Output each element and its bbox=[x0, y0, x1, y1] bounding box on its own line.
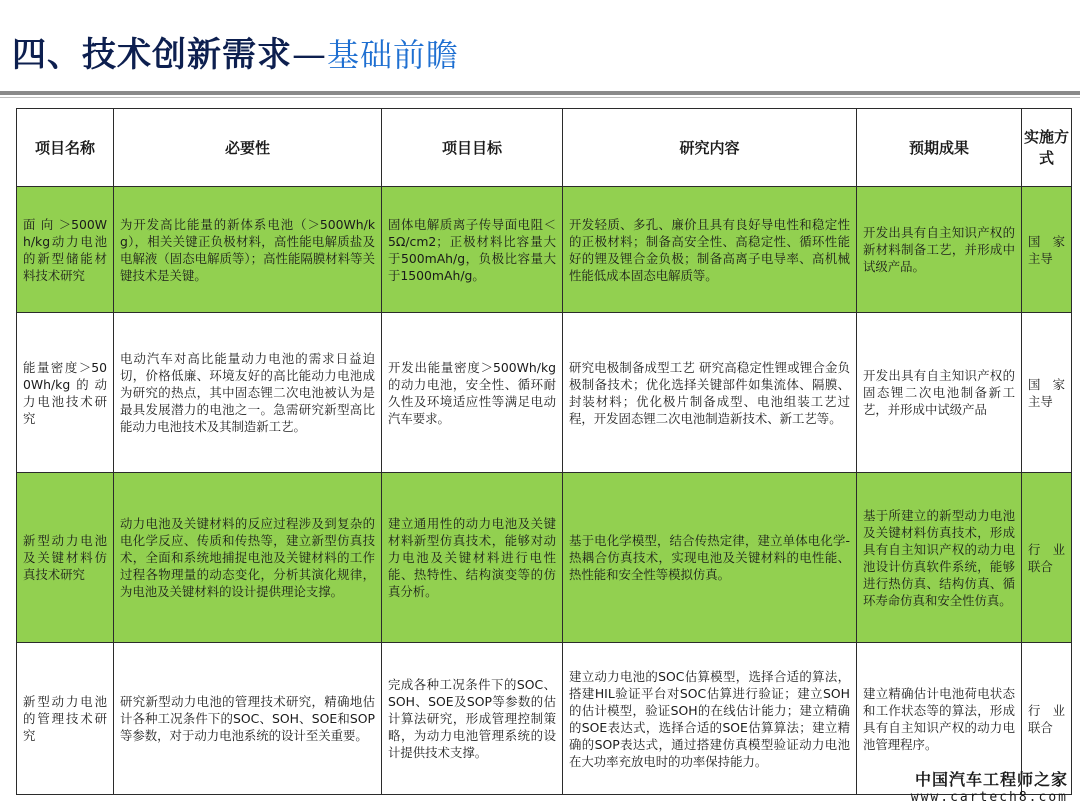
title-dash: — bbox=[292, 35, 327, 75]
cell-goal: 完成各种工况条件下的SOC、SOH、SOE及SOP等参数的估计算法研究，形成管理控制策略，为动力电池管理系统的设计提供技术支撑。 bbox=[382, 643, 563, 795]
cell-outcome: 开发出具有自主知识产权的新材料制备工艺，并形成中试级产品。 bbox=[857, 187, 1022, 313]
cell-goal: 开发出能量密度＞500Wh/kg的动力电池，安全性、循环耐久性及环境适应性等满足电动汽车要求。 bbox=[382, 313, 563, 473]
cell-outcome: 开发出具有自主知识产权的固态锂二次电池制备新工艺，并形成中试级产品 bbox=[857, 313, 1022, 473]
page-title bbox=[12, 30, 459, 80]
cell-necessity: 电动汽车对高比能量动力电池的需求日益迫切，价格低廉、环境友好的高比能动力电池成为研究的热点，其中固态锂二次电池被认为是最具发展潜力的电池之一。急需研究新型高比能动力电池技术及其制造新工艺。 bbox=[114, 313, 382, 473]
title-bar bbox=[0, 0, 1080, 92]
cell-content: 建立动力电池的SOC估算模型，选择合适的算法，搭建HIL验证平台对SOC估算进行验证；建立SOH的估计模型，验证SOH的在线估计能力；建立精确的SOE表达式，选择合适的SOE估算算法；建立精确的SOP表达式，通过搭建仿真模型验证动力电池在大功率充放电时的功率保持能力。 bbox=[563, 643, 857, 795]
cell-outcome: 基于所建立的新型动力电池及关键材料仿真技术，形成具有自主知识产权的动力电池设计仿真软件系统，能够进行热仿真、结构仿真、循环寿命仿真和安全性仿真。 bbox=[857, 473, 1022, 643]
title-subtitle: 基础前瞻 bbox=[327, 36, 460, 74]
table-row bbox=[17, 313, 1072, 473]
table-row bbox=[17, 473, 1072, 643]
cell-necessity: 动力电池及关键材料的反应过程涉及到复杂的电化学反应、传质和传热等，建立新型仿真技术，全面和系统地捕捉电池及关键材料的工作过程各物理量的动态变化，分析其演化规律，为电池及关键材料的设计提供理论支撑。 bbox=[114, 473, 382, 643]
cell-necessity: 为开发高比能量的新体系电池（＞500Wh/kg），相关关键正负极材料，高性能电解质盐及电解液（固态电解质等）；高性能隔膜材料等关键技术是关键。 bbox=[114, 187, 382, 313]
title-divider-thin bbox=[0, 97, 1080, 98]
cell-content: 基于电化学模型，结合传热定律，建立单体电化学-热耦合仿真技术，实现电池及关键材料的电性能、热性能和安全性等模拟仿真。 bbox=[563, 473, 857, 643]
title-main: 四、技术创新需求 bbox=[12, 35, 292, 75]
cell-goal: 固体电解质离子传导面电阻＜5Ω/cm2；正极材料比容量大于500mAh/g，负极比容量大于1500mAh/g。 bbox=[382, 187, 563, 313]
table-row bbox=[17, 187, 1072, 313]
cell-name: 面向＞500Wh/kg动力电池的新型储能材料技术研究 bbox=[17, 187, 114, 313]
cell-name: 能量密度＞500Wh/kg的动力电池技术研究 bbox=[17, 313, 114, 473]
col-header-outcome: 预期成果 bbox=[857, 109, 1022, 187]
cell-necessity: 研究新型动力电池的管理技术研究，精确地估计各种工况条件下的SOC、SOH、SOE和SOP等参数，对于动力电池系统的设计至关重要。 bbox=[114, 643, 382, 795]
cell-content: 开发轻质、多孔、廉价且具有良好导电性和稳定性的正极材料；制备高安全性、高稳定性、循环性能好的锂及锂合金负极；制备高离子电导率、高机械性能低成本固态电解质等。 bbox=[563, 187, 857, 313]
cell-method: 国家主导 bbox=[1022, 187, 1072, 313]
cell-outcome: 建立精确估计电池荷电状态和工作状态等的算法，形成具有自主知识产权的动力电池管理程序。 bbox=[857, 643, 1022, 795]
watermark-name: 中国汽车工程师之家 bbox=[914, 770, 1068, 789]
col-header-necessity: 必要性 bbox=[114, 109, 382, 187]
cell-goal: 建立通用性的动力电池及关键材料新型仿真技术，能够对动力电池及关键材料进行电性能、热特性、结构演变等的仿真分析。 bbox=[382, 473, 563, 643]
cell-name: 新型动力电池的管理技术研究 bbox=[17, 643, 114, 795]
col-header-name: 项目名称 bbox=[17, 109, 114, 187]
col-header-content: 研究内容 bbox=[563, 109, 857, 187]
watermark-url: www.cartech8.com bbox=[910, 790, 1068, 805]
table-header-row bbox=[17, 109, 1072, 187]
cell-method: 行业联合 bbox=[1022, 473, 1072, 643]
cell-name: 新型动力电池及关键材料仿真技术研究 bbox=[17, 473, 114, 643]
requirements-table bbox=[16, 108, 1072, 795]
col-header-goal: 项目目标 bbox=[382, 109, 563, 187]
watermark bbox=[911, 770, 1068, 806]
cell-method: 行业联合 bbox=[1022, 643, 1072, 795]
col-header-method: 实施方式 bbox=[1022, 109, 1072, 187]
cell-method: 国家主导 bbox=[1022, 313, 1072, 473]
title-divider bbox=[0, 91, 1080, 95]
cell-content: 研究电极制备成型工艺 研究高稳定性锂或锂合金负极制备技术；优化选择关键部件如集流体、隔膜、封装材料；优化极片制备成型、电池组装工艺过程，开发固态锂二次电池制造新技术、新工艺等。 bbox=[563, 313, 857, 473]
